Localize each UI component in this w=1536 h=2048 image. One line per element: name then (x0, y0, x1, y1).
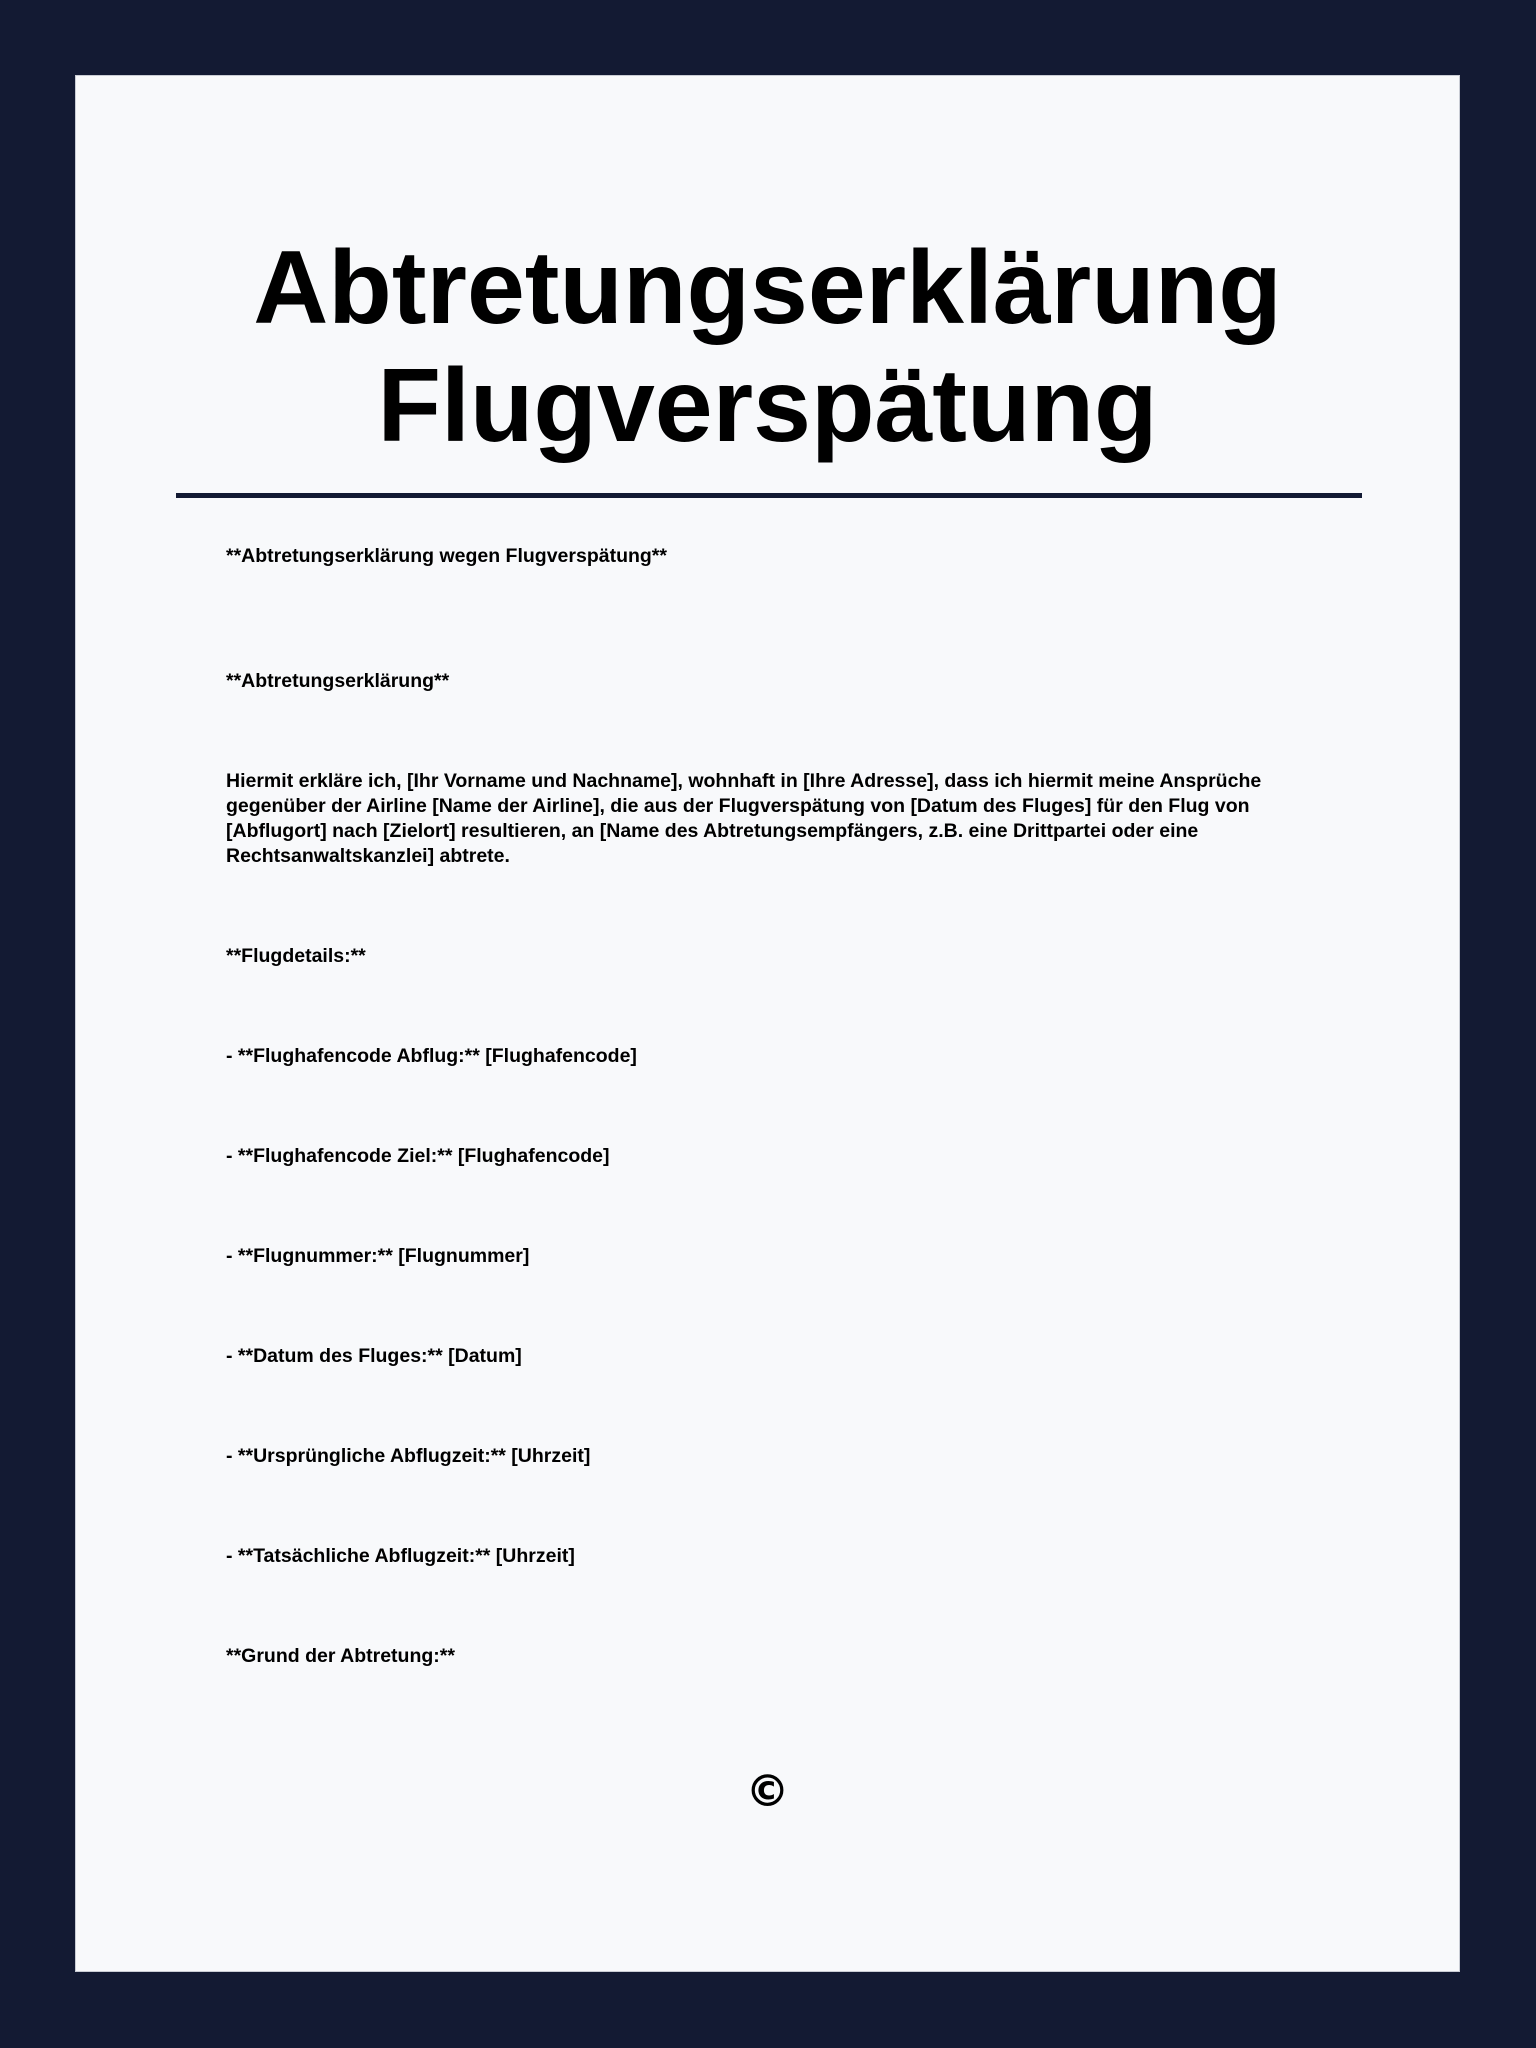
title-line-2: Flugverspätung (377, 348, 1158, 464)
document-page (75, 75, 1460, 1972)
list-item: - **Flugnummer:** [Flugnummer] (226, 1245, 530, 1267)
list-item: - **Flughafencode Ziel:** [Flughafencode] (226, 1145, 610, 1167)
list-item: - **Tatsächliche Abflugzeit:** [Uhrzeit] (226, 1545, 575, 1567)
section-heading-abtretung: **Abtretungserklärung** (226, 670, 450, 692)
document-heading: **Abtretungserklärung wegen Flugverspätung** (226, 545, 667, 567)
section-heading-grund: **Grund der Abtretung:** (226, 1645, 455, 1667)
list-item: - **Datum des Fluges:** [Datum] (226, 1345, 522, 1367)
title-line-1: Abtretungserklärung (253, 230, 1282, 346)
section-heading-flugdetails: **Flugdetails:** (226, 945, 366, 967)
list-item: - **Ursprüngliche Abflugzeit:** [Uhrzeit] (226, 1445, 591, 1467)
declaration-paragraph: Hiermit erkläre ich, [Ihr Vorname und Nachname], wohnhaft in [Ihre Adresse], dass ich hiermit meine Ansprüche gegenüber der Airline [Name der Airline], die aus der Flugverspätung von [Datum des Fluges] für den Flug von [Abflugort] nach [Zielort] resultieren, an [Name des Abtretungsempfängers, z.B. eine Drittpartei oder eine Rechtsanwaltskanzlei] abtrete. (226, 770, 1262, 867)
list-item: - **Flughafencode Abflug:** [Flughafencode] (226, 1045, 637, 1067)
title-divider (176, 493, 1362, 498)
copyright-icon: © (745, 1766, 790, 1817)
document-title (76, 229, 1459, 465)
